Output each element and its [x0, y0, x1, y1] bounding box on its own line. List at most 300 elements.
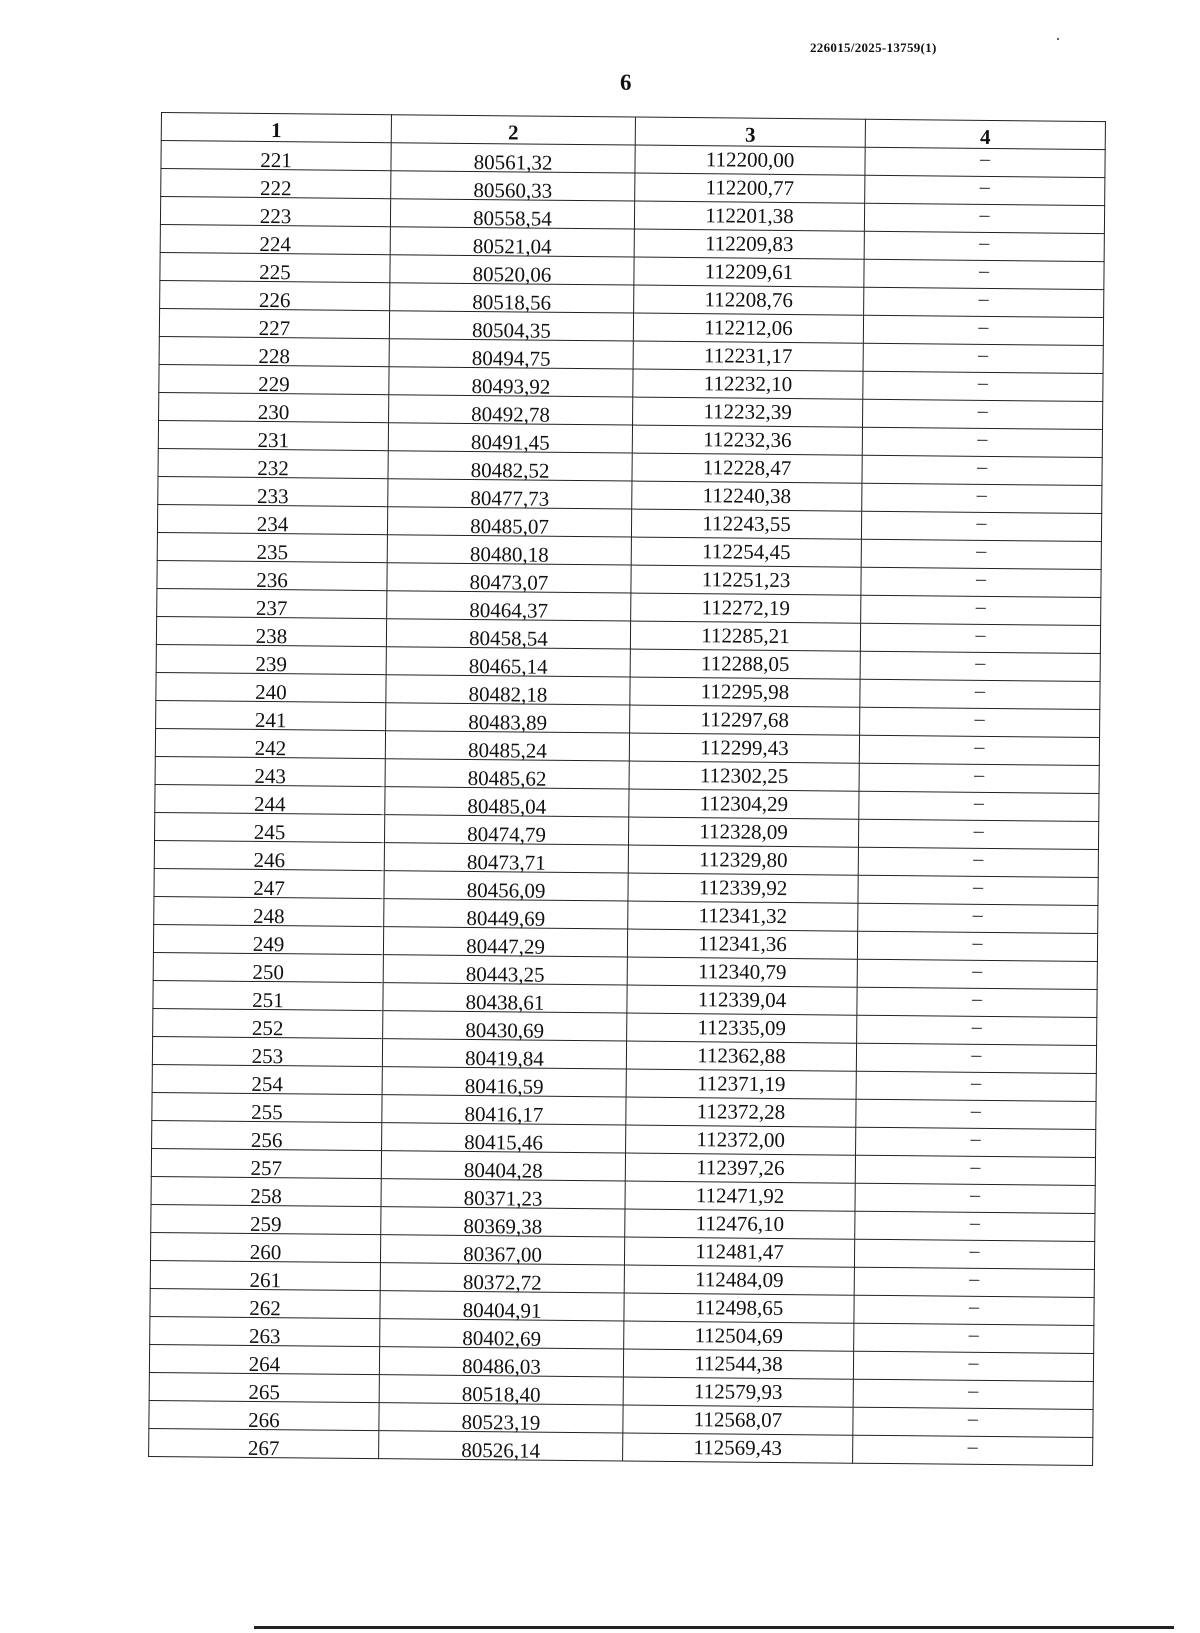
cell-value: 112484,09 — [694, 1267, 784, 1293]
cell-value: 80480,18 — [469, 541, 549, 567]
y-coordinate-cell — [631, 509, 861, 539]
note-cell — [853, 1407, 1093, 1437]
y-coordinate-cell — [628, 873, 858, 903]
note-cell — [863, 371, 1103, 401]
cell-value: 80464,37 — [469, 597, 549, 623]
y-coordinate-cell — [629, 761, 859, 791]
note-cell — [856, 1127, 1096, 1157]
cell-value: 80483,89 — [468, 709, 548, 735]
cell-value: 112240,38 — [702, 483, 792, 509]
point-number-cell — [155, 784, 385, 817]
cell-value: 236 — [256, 567, 288, 593]
x-coordinate-cell — [382, 1095, 626, 1125]
note-cell — [861, 595, 1101, 625]
x-coordinate-cell — [389, 311, 633, 341]
note-cell — [857, 1015, 1097, 1045]
y-coordinate-cell — [629, 789, 859, 819]
page-number: 6 — [620, 70, 632, 95]
cell-value: – — [973, 791, 985, 814]
note-cell — [862, 427, 1102, 457]
point-number-cell — [158, 420, 388, 453]
note-cell — [855, 1211, 1095, 1241]
cell-value: – — [978, 343, 989, 366]
point-number-cell — [153, 1008, 383, 1041]
cell-value: 233 — [256, 483, 289, 509]
cell-value: 112504,69 — [694, 1323, 784, 1349]
point-number-cell — [159, 392, 389, 425]
point-number-cell — [154, 896, 384, 929]
cell-value: 245 — [253, 819, 286, 845]
x-coordinate-cell — [379, 1431, 623, 1461]
x-coordinate-cell — [385, 759, 629, 789]
cell-value: 248 — [252, 903, 285, 929]
y-coordinate-cell — [629, 733, 859, 763]
point-number-cell — [154, 840, 384, 873]
cell-value: 223 — [259, 203, 292, 229]
point-number-cell — [149, 1344, 379, 1377]
cell-value: – — [973, 819, 984, 842]
note-cell — [864, 203, 1104, 233]
cell-value: 259 — [249, 1211, 282, 1237]
point-number-cell — [156, 672, 386, 705]
x-coordinate-cell — [380, 1263, 624, 1293]
cell-value: 112481,47 — [695, 1239, 784, 1265]
cell-value: 112471,92 — [695, 1183, 785, 1209]
note-cell — [860, 651, 1100, 681]
y-coordinate-cell — [623, 1405, 853, 1435]
cell-value: 250 — [252, 959, 285, 985]
note-cell — [855, 1183, 1095, 1213]
point-number-cell — [152, 1092, 382, 1125]
cell-value: – — [968, 1323, 979, 1346]
point-number-cell — [154, 868, 384, 901]
cell-value: – — [969, 1211, 980, 1234]
cell-value: 247 — [253, 875, 285, 901]
bottom-rule — [254, 1626, 1174, 1629]
point-number-cell — [149, 1400, 379, 1433]
y-coordinate-cell — [624, 1237, 854, 1267]
cell-value: – — [979, 147, 991, 170]
note-cell — [860, 707, 1100, 737]
point-number-cell — [160, 252, 390, 285]
x-coordinate-cell — [389, 339, 633, 369]
cell-value: 80372,72 — [462, 1269, 542, 1295]
cell-value: 80369,38 — [463, 1213, 543, 1239]
column-header: 2 — [391, 115, 635, 145]
x-coordinate-cell — [379, 1347, 623, 1377]
point-number-cell — [155, 728, 385, 761]
cell-value: 80492,78 — [471, 401, 551, 427]
note-cell — [856, 1099, 1096, 1129]
x-coordinate-cell — [382, 1039, 626, 1069]
x-coordinate-cell — [383, 955, 627, 985]
x-coordinate-cell — [382, 1067, 626, 1097]
cell-value: 80456,09 — [466, 877, 546, 903]
point-number-cell — [150, 1232, 380, 1265]
cell-value: – — [967, 1435, 978, 1458]
cell-value: 80486,03 — [461, 1353, 541, 1379]
column-header: 4 — [865, 119, 1105, 149]
cell-value: 80518,56 — [472, 289, 552, 315]
cell-value: 224 — [259, 231, 292, 257]
point-number-cell — [159, 336, 389, 369]
point-number-cell — [149, 1372, 379, 1405]
cell-value: 112232,39 — [703, 399, 792, 425]
coordinates-table-wrapper — [148, 112, 1106, 1466]
coordinates-table — [148, 112, 1106, 1466]
cell-value: – — [972, 931, 983, 954]
note-cell — [856, 1043, 1096, 1073]
cell-value: – — [973, 847, 984, 870]
x-coordinate-cell — [390, 199, 634, 229]
cell-value: 80493,92 — [471, 373, 551, 399]
note-cell — [858, 819, 1098, 849]
cell-value: 232 — [257, 455, 289, 481]
cell-value: – — [978, 287, 989, 310]
cell-value: 251 — [252, 987, 284, 1013]
cell-value: 80477,73 — [470, 485, 550, 511]
cell-value: 237 — [255, 595, 288, 621]
note-cell — [861, 567, 1101, 597]
note-cell — [864, 287, 1104, 317]
y-coordinate-cell — [623, 1433, 853, 1463]
y-coordinate-cell — [632, 425, 862, 455]
note-cell — [857, 959, 1097, 989]
cell-value: 80404,91 — [462, 1297, 542, 1323]
note-cell — [853, 1435, 1093, 1465]
cell-value: 266 — [248, 1407, 280, 1433]
cell-value: – — [975, 595, 986, 618]
x-coordinate-cell — [389, 395, 633, 425]
cell-value: 112254,45 — [701, 539, 791, 565]
cell-value: 80518,40 — [461, 1381, 541, 1407]
y-coordinate-cell — [634, 201, 864, 231]
point-number-cell — [151, 1148, 381, 1181]
note-cell — [856, 1071, 1096, 1101]
cell-value: 80474,79 — [467, 821, 547, 847]
cell-value: 112232,36 — [703, 427, 792, 453]
x-coordinate-cell — [390, 227, 634, 257]
x-coordinate-cell — [381, 1207, 625, 1237]
note-cell — [854, 1323, 1094, 1353]
note-cell — [854, 1239, 1094, 1269]
note-cell — [853, 1379, 1093, 1409]
cell-value: – — [969, 1239, 980, 1262]
y-coordinate-cell — [626, 1125, 856, 1155]
y-coordinate-cell — [624, 1321, 854, 1351]
cell-value: 226 — [258, 287, 291, 313]
note-cell — [857, 931, 1097, 961]
note-cell — [864, 259, 1104, 289]
cell-value: 80415,46 — [464, 1129, 544, 1155]
point-number-cell — [157, 560, 387, 593]
note-cell — [863, 315, 1103, 345]
note-cell — [864, 231, 1104, 261]
point-number-cell — [151, 1176, 381, 1209]
cell-value: 80561,32 — [473, 150, 553, 175]
x-coordinate-cell — [384, 871, 628, 901]
x-coordinate-cell — [379, 1403, 623, 1433]
note-cell — [858, 875, 1098, 905]
y-coordinate-cell — [626, 1069, 856, 1099]
cell-value: 80523,19 — [461, 1409, 541, 1435]
cell-value: 112285,21 — [701, 623, 790, 649]
cell-value: 112568,07 — [693, 1407, 783, 1433]
cell-value: 229 — [258, 371, 290, 397]
y-coordinate-cell — [626, 1097, 856, 1127]
point-number-cell — [160, 224, 390, 257]
point-number-cell — [161, 169, 391, 199]
point-number-cell — [155, 756, 385, 789]
x-coordinate-cell — [388, 423, 632, 453]
cell-value: – — [979, 231, 990, 254]
x-coordinate-cell — [387, 535, 631, 565]
cell-value: 112579,93 — [693, 1379, 783, 1405]
point-number-cell — [158, 476, 388, 509]
point-number-cell — [152, 1036, 382, 1069]
cell-value: 255 — [251, 1099, 283, 1125]
point-number-cell — [149, 1428, 379, 1461]
point-number-cell — [157, 588, 387, 621]
y-coordinate-cell — [631, 593, 861, 623]
point-number-cell — [161, 141, 391, 171]
x-coordinate-cell — [382, 1123, 626, 1153]
note-cell — [859, 763, 1099, 793]
cell-value: 112297,68 — [700, 707, 790, 733]
x-coordinate-cell — [384, 899, 628, 929]
cell-value: 80458,54 — [468, 625, 548, 651]
y-coordinate-cell — [632, 453, 862, 483]
scan-speck — [1057, 38, 1059, 40]
cell-value: 80485,04 — [467, 793, 547, 819]
y-coordinate-cell — [630, 705, 860, 735]
point-number-cell — [155, 812, 385, 845]
y-coordinate-cell — [630, 649, 860, 679]
point-number-cell — [150, 1316, 380, 1349]
cell-value: 80371,23 — [463, 1185, 543, 1211]
point-number-cell — [153, 952, 383, 985]
cell-value: 80520,06 — [472, 261, 552, 287]
cell-value: 235 — [256, 539, 289, 565]
point-number-cell — [156, 700, 386, 733]
cell-value: – — [974, 707, 985, 730]
cell-value: 228 — [258, 343, 291, 369]
y-coordinate-cell — [633, 397, 863, 427]
x-coordinate-cell — [387, 591, 631, 621]
note-cell — [859, 735, 1099, 765]
note-cell — [858, 847, 1098, 877]
cell-value: 238 — [255, 623, 288, 649]
cell-value: 112212,06 — [704, 315, 793, 341]
cell-value: 112231,17 — [703, 343, 793, 369]
note-cell — [855, 1155, 1095, 1185]
column-header: 1 — [161, 113, 391, 143]
cell-value: 80473,71 — [466, 849, 546, 875]
point-number-cell — [150, 1260, 380, 1293]
cell-value: 80526,14 — [461, 1437, 541, 1463]
x-coordinate-cell — [387, 507, 631, 537]
document-id: 226015/2025-13759(1) — [810, 40, 937, 55]
y-coordinate-cell — [635, 145, 865, 175]
cell-value: 80416,17 — [464, 1101, 544, 1127]
cell-value: – — [976, 483, 987, 506]
cell-value: 80367,00 — [463, 1241, 543, 1267]
x-coordinate-cell — [381, 1179, 625, 1209]
cell-value: 252 — [251, 1015, 284, 1041]
point-number-cell — [157, 504, 387, 537]
cell-value: – — [976, 539, 987, 562]
cell-value: 112228,47 — [702, 455, 792, 481]
cell-value: – — [971, 987, 983, 1010]
cell-value: 258 — [250, 1183, 282, 1209]
cell-value: – — [977, 371, 989, 394]
cell-value: 112335,09 — [697, 1015, 787, 1041]
y-coordinate-cell — [633, 313, 863, 343]
x-coordinate-cell — [385, 787, 629, 817]
cell-value: 221 — [260, 147, 292, 173]
point-number-cell — [160, 197, 390, 227]
cell-value: 112299,43 — [700, 735, 789, 761]
cell-value: – — [971, 1043, 982, 1066]
cell-value: 112251,23 — [701, 567, 791, 593]
cell-value: – — [970, 1183, 981, 1206]
note-cell — [862, 455, 1102, 485]
table-body — [149, 141, 1106, 1466]
cell-value: 80447,29 — [466, 933, 545, 959]
cell-value: 231 — [257, 427, 290, 453]
point-number-cell — [158, 448, 388, 481]
cell-value: 256 — [250, 1127, 283, 1153]
cell-value: 80485,24 — [467, 737, 547, 763]
y-coordinate-cell — [627, 1013, 857, 1043]
cell-value: – — [970, 1127, 981, 1150]
x-coordinate-cell — [389, 367, 633, 397]
cell-value: – — [977, 455, 988, 478]
cell-value: 112328,09 — [699, 819, 788, 845]
cell-value: 80443,25 — [465, 961, 545, 987]
cell-value: 230 — [257, 399, 290, 425]
cell-value: – — [971, 1071, 982, 1094]
note-cell — [860, 623, 1100, 653]
x-coordinate-cell — [383, 1011, 627, 1041]
cell-value: 240 — [255, 679, 287, 705]
cell-value: 112288,05 — [700, 651, 790, 677]
cell-value: – — [978, 259, 990, 282]
cell-value: – — [975, 651, 986, 674]
y-coordinate-cell — [628, 845, 858, 875]
cell-value: 261 — [249, 1267, 282, 1293]
cell-value: 257 — [250, 1155, 283, 1181]
note-cell — [858, 903, 1098, 933]
point-number-cell — [153, 924, 383, 957]
cell-value: 112371,19 — [696, 1071, 786, 1097]
note-cell — [863, 343, 1103, 373]
cell-value: 246 — [253, 847, 286, 873]
cell-value: 112372,28 — [696, 1099, 786, 1125]
x-coordinate-cell — [384, 815, 628, 845]
y-coordinate-cell — [634, 285, 864, 315]
x-coordinate-cell — [388, 451, 632, 481]
point-number-cell — [159, 364, 389, 397]
note-cell — [862, 483, 1102, 513]
cell-value: – — [979, 203, 990, 226]
cell-value: – — [968, 1351, 979, 1374]
y-coordinate-cell — [624, 1293, 854, 1323]
cell-value: 227 — [258, 315, 291, 341]
cell-value: 80473,07 — [469, 569, 549, 595]
cell-value: 112339,92 — [698, 875, 788, 901]
x-coordinate-cell — [386, 703, 630, 733]
y-coordinate-cell — [628, 901, 858, 931]
cell-value: 80402,69 — [462, 1325, 542, 1351]
cell-value: 80416,59 — [464, 1073, 544, 1099]
cell-value: – — [978, 315, 989, 338]
cell-value: 112476,10 — [695, 1211, 785, 1237]
cell-value: 267 — [247, 1435, 280, 1461]
column-header: 3 — [635, 117, 865, 147]
cell-value: 262 — [249, 1295, 281, 1321]
cell-value: – — [972, 903, 983, 926]
x-coordinate-cell — [387, 563, 631, 593]
cell-value: 80438,61 — [465, 989, 545, 1015]
cell-value: 80430,69 — [465, 1017, 545, 1043]
cell-value: – — [975, 567, 987, 590]
y-coordinate-cell — [626, 1041, 856, 1071]
cell-value: 112569,43 — [693, 1435, 783, 1461]
cell-value: – — [968, 1295, 980, 1318]
point-number-cell — [152, 1120, 382, 1153]
cell-value: 80560,33 — [473, 178, 553, 203]
cell-value: 80419,84 — [464, 1045, 544, 1071]
cell-value: 80485,62 — [467, 765, 547, 791]
point-number-cell — [156, 644, 386, 677]
x-coordinate-cell — [381, 1151, 625, 1181]
cell-value: 112209,61 — [704, 259, 794, 285]
cell-value: 265 — [248, 1379, 281, 1405]
y-coordinate-cell — [625, 1209, 855, 1239]
cell-value: 80521,04 — [472, 234, 552, 259]
y-coordinate-cell — [633, 369, 863, 399]
point-number-cell — [159, 308, 389, 341]
x-coordinate-cell — [391, 171, 635, 201]
cell-value: 80465,14 — [468, 653, 548, 679]
cell-value: 112243,55 — [702, 511, 791, 537]
point-number-cell — [151, 1204, 381, 1237]
x-coordinate-cell — [380, 1319, 624, 1349]
point-number-cell — [157, 532, 387, 565]
cell-value: 112397,26 — [696, 1155, 785, 1181]
cell-value: 254 — [251, 1071, 284, 1097]
x-coordinate-cell — [383, 983, 627, 1013]
x-coordinate-cell — [379, 1375, 623, 1405]
note-cell — [854, 1267, 1094, 1297]
note-cell — [854, 1295, 1094, 1325]
x-coordinate-cell — [386, 619, 630, 649]
note-cell — [865, 175, 1105, 205]
note-cell — [853, 1351, 1093, 1381]
note-cell — [863, 399, 1103, 429]
x-coordinate-cell — [390, 255, 634, 285]
cell-value: 80491,45 — [470, 429, 550, 455]
cell-value: 112232,10 — [703, 371, 793, 397]
cell-value: 112362,88 — [697, 1043, 786, 1069]
note-cell — [861, 511, 1101, 541]
cell-value: 112372,00 — [696, 1127, 786, 1153]
cell-value: 244 — [253, 791, 286, 817]
cell-value: 80558,54 — [473, 206, 552, 231]
cell-value: 249 — [252, 931, 285, 957]
y-coordinate-cell — [624, 1265, 854, 1295]
